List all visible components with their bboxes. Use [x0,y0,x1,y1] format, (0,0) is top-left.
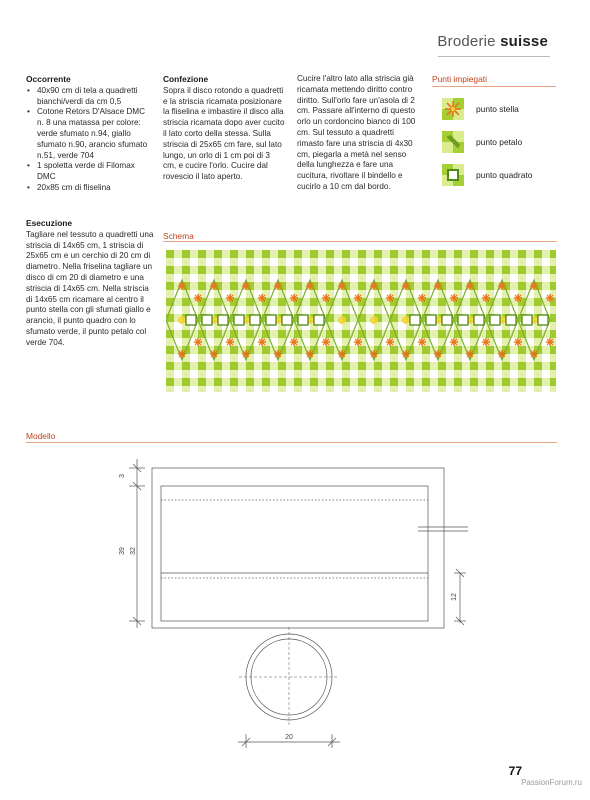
gingham-cell [390,378,398,386]
gingham-cell [246,378,254,386]
square-stitch [266,315,276,325]
gingham-cell [358,362,366,370]
punto-label: punto petalo [476,136,523,147]
gingham-cell [422,346,430,354]
occorrente-item: • Cotone Retors D'Alsace DMC n. 8 una matassa per colore: verde sfumato n.94, giallo sfumato n.90, arancio sfumato n.51, verde 704 [37,107,150,161]
gingham-cell [502,330,510,338]
gingham-cell [502,362,510,370]
square-stitch [186,315,196,325]
gingham-cell [198,378,206,386]
confezione-text: Sopra il disco rotondo a quadretti e la striscia ricamata posizionare la fliselina e imbastire il disco alla striscia ricamata dopo aver cucito il lato corto della stessa. Sulla striscia di 25x65 cm fare, sul lato lungo, un orlo di 1 cm poi di 3 cm, e cucire l'orlo. Cucire dal rovescio il lato aperto. [163,85,285,182]
gingham-cell [262,250,270,258]
gingham-cell [326,346,334,354]
dim-label-top: 3 [119,474,126,478]
star-center [370,316,378,324]
gingham-cell [534,378,542,386]
gingham-cell [374,330,382,338]
square-stitch [282,315,292,325]
punto-item [442,125,562,158]
punti-rule [432,86,556,87]
gingham-cell [518,362,526,370]
gingham-cell [182,330,190,338]
gingham-cell [294,378,302,386]
gingham-cell [246,266,254,274]
watermark: PassionForum.ru [521,778,582,787]
gingham-cell [422,250,430,258]
gingham-cell [438,266,446,274]
gingham-cell [374,250,382,258]
gingham-cell [262,346,270,354]
occorrente-list [26,86,150,194]
gingham-cell [310,266,318,274]
star-stitch-icon [442,98,464,120]
gingham-cell [390,266,398,274]
gingham-cell [534,298,542,306]
gingham-cell [214,250,222,258]
gingham-cell [502,250,510,258]
gingham-cell [358,378,366,386]
gingham-cell [454,250,462,258]
gingham-cell [230,266,238,274]
gingham-cell [438,330,446,338]
square-stitch [234,315,244,325]
gingham-cell [182,298,190,306]
star-center [402,316,410,324]
gingham-cell [550,314,556,322]
gingham-cell [454,266,462,274]
gingham-cell [390,362,398,370]
gingham-cell [230,250,238,258]
gingham-cell [326,266,334,274]
gingham-cell [278,362,286,370]
gingham-cell [550,250,556,258]
square-stitch [426,315,436,325]
square-stitch [410,315,420,325]
modello-rule [26,442,557,443]
gingham-cell [246,330,254,338]
square-stitch [490,315,500,325]
gingham-cell [486,362,494,370]
gingham-cell [246,250,254,258]
occorrente-item: • 40x90 cm di tela a quadretti bianchi/verdi da cm 0,5 [37,86,150,108]
occorrente-heading: Occorrente [26,74,71,84]
gingham-cell [166,362,174,370]
gingham-cell [502,378,510,386]
star-center [338,316,346,324]
header-rule [438,56,550,57]
gingham-cell [470,362,478,370]
gingham-cell [342,266,350,274]
occorrente-item: • 20x85 cm di fliselina [37,183,150,194]
gingham-cell [422,266,430,274]
gingham-cell [198,346,206,354]
gingham-cell [262,378,270,386]
gingham-cell [230,282,238,290]
punto-label: punto quadrato [476,169,533,180]
gingham-cell [390,282,398,290]
gingham-cell [310,378,318,386]
outer-rect [152,468,444,628]
square-stitch [250,315,260,325]
gingham-cell [486,250,494,258]
col3-section [297,74,421,193]
occorrente-item: • 1 spoletta verde di Filomax DMC [37,161,150,183]
gingham-cell [422,282,430,290]
gingham-cell [550,266,556,274]
gingham-cell [342,362,350,370]
gingham-cell [358,282,366,290]
gingham-cell [470,330,478,338]
gingham-cell [214,362,222,370]
gingham-cell [470,266,478,274]
gingham-cell [390,346,398,354]
punto-label: punto stella [476,103,519,114]
gingham-cell [518,266,526,274]
gingham-cell [486,346,494,354]
gingham-cell [486,282,494,290]
gingham-cell [470,250,478,258]
page-number: 77 [508,764,522,778]
square-stitch [506,315,516,325]
dim-label-diameter: 20 [285,734,293,741]
esecuzione-text: Tagliare nel tessuto a quadretti una striscia di 14x65 cm, 1 striscia di 25x65 cm e un cerchio di 20 cm di diametro. Nella friselina tagliare un disco di cm 20 di diametro e una striscia di 14x65 cm. Nella striscia di 14x65 cm ricamare al centro il punto stella con gli sfumati giallo e arancio, il punto quadro con lo sfumato verde, il punto petalo col verde 704. [26,229,154,347]
gingham-cell [518,282,526,290]
gingham-cell [454,378,462,386]
gingham-cell [374,298,382,306]
gingham-cell [374,378,382,386]
dim-label-body: 32 [130,547,137,555]
gingham-cell [342,250,350,258]
square-stitch [218,315,228,325]
gingham-cell [470,378,478,386]
gingham-cell [278,250,286,258]
gingham-cell [198,250,206,258]
gingham-cell [534,266,542,274]
inner-rect [161,486,428,621]
gingham-cell [534,250,542,258]
gingham-cell [550,282,556,290]
gingham-cell [502,266,510,274]
gingham-cell [550,378,556,386]
header-title-bold: suisse [500,33,548,50]
gingham-cell [182,362,190,370]
gingham-cell [326,282,334,290]
gingham-cell [262,282,270,290]
square-stitch [474,315,484,325]
gingham-cell [470,298,478,306]
gingham-cell [166,266,174,274]
star-center [178,316,186,324]
gingham-cell [406,250,414,258]
gingham-cell [374,266,382,274]
gingham-cell [278,330,286,338]
square-stitch [202,315,212,325]
gingham-cell [374,362,382,370]
gingham-cell [326,378,334,386]
gingham-cell [406,362,414,370]
gingham-cell [502,298,510,306]
gingham-cell [486,266,494,274]
gingham-cell [534,330,542,338]
gingham-cell [406,330,414,338]
header-title-light: Broderie [437,33,501,50]
gingham-cell [278,298,286,306]
gingham-cell [438,298,446,306]
dim-label-side: 12 [451,593,458,601]
gingham-cell [326,250,334,258]
occorrente-section [26,74,150,194]
square-stitch [442,315,452,325]
gingham-cell [518,250,526,258]
gingham-cell [454,362,462,370]
gingham-cell [262,266,270,274]
gingham-cell [550,346,556,354]
esecuzione-heading: Esecuzione [26,218,73,228]
gingham-cell [518,378,526,386]
gingham-cell [518,346,526,354]
gingham-cell [310,330,318,338]
square-stitch [298,315,308,325]
gingham-cell [390,250,398,258]
gingham-cell [454,282,462,290]
gingham-cell [166,282,174,290]
gingham-cell [294,282,302,290]
punto-item [442,158,562,191]
gingham-cell [246,362,254,370]
schema-heading: Schema [163,231,194,241]
gingham-cell [166,346,174,354]
punti-list [442,92,562,191]
gingham-cell [422,362,430,370]
gingham-cell [342,378,350,386]
square-stitch [314,315,324,325]
gingham-cell [182,250,190,258]
gingham-cell [438,250,446,258]
punto-item [442,92,562,125]
pattern-diagram [0,445,590,755]
gingham-cell [214,378,222,386]
embroidery-schema [166,250,556,392]
gingham-cell [294,362,302,370]
gingham-cell [294,346,302,354]
gingham-cell [438,362,446,370]
gingham-cell [182,266,190,274]
square-stitch-icon [442,164,464,186]
modello-heading: Modello [26,431,56,441]
gingham-cell [454,346,462,354]
page-header-title [437,33,548,50]
gingham-cell [358,346,366,354]
gingham-cell [406,378,414,386]
square-stitch [458,315,468,325]
gingham-cell [214,330,222,338]
gingham-cell [486,378,494,386]
gingham-cell [230,346,238,354]
gingham-cell [406,266,414,274]
gingham-cell [294,250,302,258]
gingham-cell [246,298,254,306]
gingham-cell [310,250,318,258]
square-stitch [522,315,532,325]
gingham-cell [198,362,206,370]
schema-rule [163,241,557,242]
gingham-cell [550,362,556,370]
gingham-cell [230,378,238,386]
gingham-cell [326,362,334,370]
petal-stitch-icon [442,131,464,153]
gingham-cell [550,330,556,338]
gingham-cell [406,298,414,306]
gingham-cell [294,266,302,274]
confezione-heading: Confezione [163,74,209,84]
gingham-cell [422,378,430,386]
gingham-cell [310,362,318,370]
dim-label-total: 39 [119,547,126,555]
esecuzione-section [26,218,154,349]
gingham-cell [278,266,286,274]
col3-text: Cucire l'altro lato alla striscia già ricamata mettendo diritto contro diritto. Sull'orlo fare un'asola di 2 cm. Passare all'interno di questo orlo un cordoncino bianco di 100 cm. Sul tessuto a quadretti rimasto fare una striscia di 4x30 cm, piegarla a metà nel senso della lunghezza e fare una cucitura, rivoltare il bindello e cucirlo a 10 cm dal bordo. [297,74,416,191]
gingham-cell [214,266,222,274]
gingham-cell [310,298,318,306]
gingham-cell [358,250,366,258]
gingham-cell [198,282,206,290]
gingham-cell [214,298,222,306]
confezione-section [163,74,285,183]
gingham-cell [262,362,270,370]
gingham-cell [534,362,542,370]
gingham-cell [438,378,446,386]
gingham-cell [166,250,174,258]
gingham-cell [342,330,350,338]
gingham-cell [230,362,238,370]
gingham-cell [342,298,350,306]
punti-heading: Punti impiegati [432,74,487,84]
gingham-cell [278,378,286,386]
gingham-cell [358,266,366,274]
gingham-cell [198,266,206,274]
square-stitch [538,315,548,325]
gingham-cell [182,378,190,386]
gingham-cell [166,378,174,386]
